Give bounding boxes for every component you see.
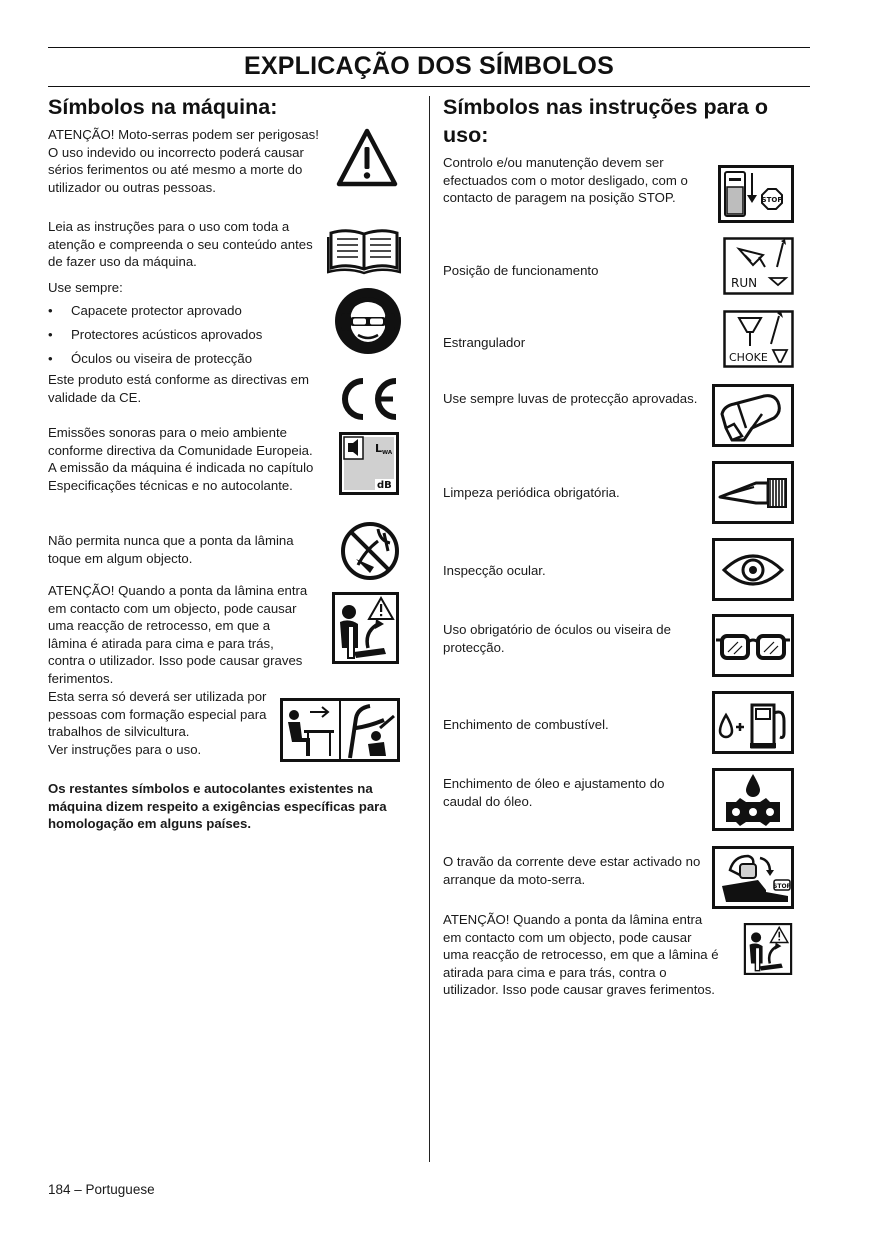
choke-label: CHOKE — [729, 351, 768, 364]
right-item-eye-text: Inspecção ocular. — [443, 563, 546, 578]
right-item-kickback-text: ATENÇÃO! Quando a ponta da lâmina entra em contacto com um objecto, pode causar uma reacção de retrocesso, em que a lâmina é atirada para cima e para trás, contra o utilizador. Isso pode causar graves ferimentos. — [443, 912, 719, 997]
run-position-icon — [723, 237, 794, 295]
left-item-kickback-text: ATENÇÃO! Quando a ponta da lâmina entra em contacto com um objecto, pode causar uma reacção de retrocesso, em que a lâmina é atirada para cima e para trás, contra o utilizador. Isso pode causar graves ferimentos. — [48, 583, 308, 686]
closing-note-text: Os restantes símbolos e autocolantes existentes na máquina dizem respeito a exigências específicas para homologação em alguns países. — [48, 781, 387, 831]
left-closing-note — [48, 780, 413, 833]
list-item: • Capacete protector aprovado — [48, 302, 323, 326]
no-tip-contact-icon — [340, 521, 400, 581]
right-item-fuel-text: Enchimento de combustível. — [443, 717, 609, 732]
noise-lwa-sub-label: WA — [382, 450, 393, 456]
left-item-ce-text: Este produto está conforme as directivas em validade da CE. — [48, 372, 309, 405]
ce-mark-icon — [335, 375, 401, 423]
right-item-chain-brake-text: O travão da corrente deve estar activado no arranque da moto-serra. — [443, 854, 701, 887]
right-item-oil-text: Enchimento de óleo e ajustamento do caudal do óleo. — [443, 776, 665, 809]
gloves-icon — [712, 384, 794, 447]
run-label: RUN — [731, 276, 758, 290]
stop-switch-label: STOP — [761, 196, 783, 204]
right-item-run-text: Posição de funcionamento — [443, 263, 599, 278]
fuel-pump-icon — [712, 691, 794, 754]
noise-db-label: dB — [377, 480, 392, 491]
protective-equipment-list — [48, 302, 323, 374]
left-item-always-use-text: Use sempre: — [48, 280, 123, 295]
chain-brake-stop-label: STOP — [773, 883, 791, 890]
protective-equipment-icon — [334, 287, 402, 355]
noise-emission-icon — [339, 432, 399, 495]
eye-icon — [712, 538, 794, 601]
right-section-heading: Símbolos nas instruções para o uso: — [443, 95, 768, 147]
right-item-choke-text: Estrangulador — [443, 335, 526, 350]
column-divider — [429, 96, 430, 1162]
chain-oil-icon — [712, 768, 794, 831]
left-item-training-text — [48, 688, 268, 758]
warning-triangle-icon — [335, 127, 399, 189]
kickback-warning-icon — [332, 592, 399, 664]
right-item-stop-text: Controlo e/ou manutenção devem ser efectuados com o motor desligado, com o contacto de paragem na posição STOP. — [443, 155, 688, 205]
left-item-warning-text: ATENÇÃO! Moto-serras podem ser perigosas! O uso indevido ou incorrecto poderá causar sérios ferimentos ou até mesmo a morte do utilizador ou outras pessoas. — [48, 127, 319, 195]
left-item-tip-text: Não permita nunca que a ponta da lâmina toque em algum objecto. — [48, 533, 294, 566]
right-item-gloves-text: Use sempre luvas de protecção aprovadas. — [443, 391, 698, 406]
noise-lwa-label: L — [375, 442, 383, 455]
title-underline — [48, 86, 810, 87]
choke-icon — [723, 310, 794, 368]
right-item-glasses-text: Uso obrigatório de óculos ou viseira de protecção. — [443, 622, 671, 655]
list-item: • Protectores acústicos aprovados — [48, 326, 323, 350]
training-see-manual-text: Ver instruções para o uso. — [48, 741, 202, 757]
stop-switch-icon — [718, 165, 794, 223]
open-manual-icon — [327, 225, 401, 275]
training-text: Esta serra só deverá ser utilizada por pessoas com formação especial para trabalhos de silvicultura. — [48, 689, 267, 739]
cleaning-brush-icon — [712, 461, 794, 524]
left-item-manual-text: Leia as instruções para o uso com toda a atenção e compreenda o seu conteúdo antes de fazer uso da máquina. — [48, 219, 313, 269]
chain-brake-icon — [712, 846, 794, 909]
page-title: EXPLICAÇÃO DOS SÍMBOLOS — [244, 52, 614, 80]
top-rule — [48, 47, 810, 48]
left-item-noise-text: Emissões sonoras para o meio ambiente conforme directiva da Comunidade Europeia. A emissão da máquina é indicada no capítulo Especificações técnicas e no autocolante. — [48, 425, 314, 493]
tree-care-training-icon — [280, 698, 400, 762]
kickback-warning-icon — [742, 923, 794, 975]
right-item-cleaning-text: Limpeza periódica obrigatória. — [443, 485, 620, 500]
left-section-heading: Símbolos na máquina: — [48, 95, 278, 119]
page-footer: 184 – Portuguese — [48, 1182, 155, 1197]
list-item: • Óculos ou viseira de protecção — [48, 350, 323, 374]
safety-glasses-icon — [712, 614, 794, 677]
